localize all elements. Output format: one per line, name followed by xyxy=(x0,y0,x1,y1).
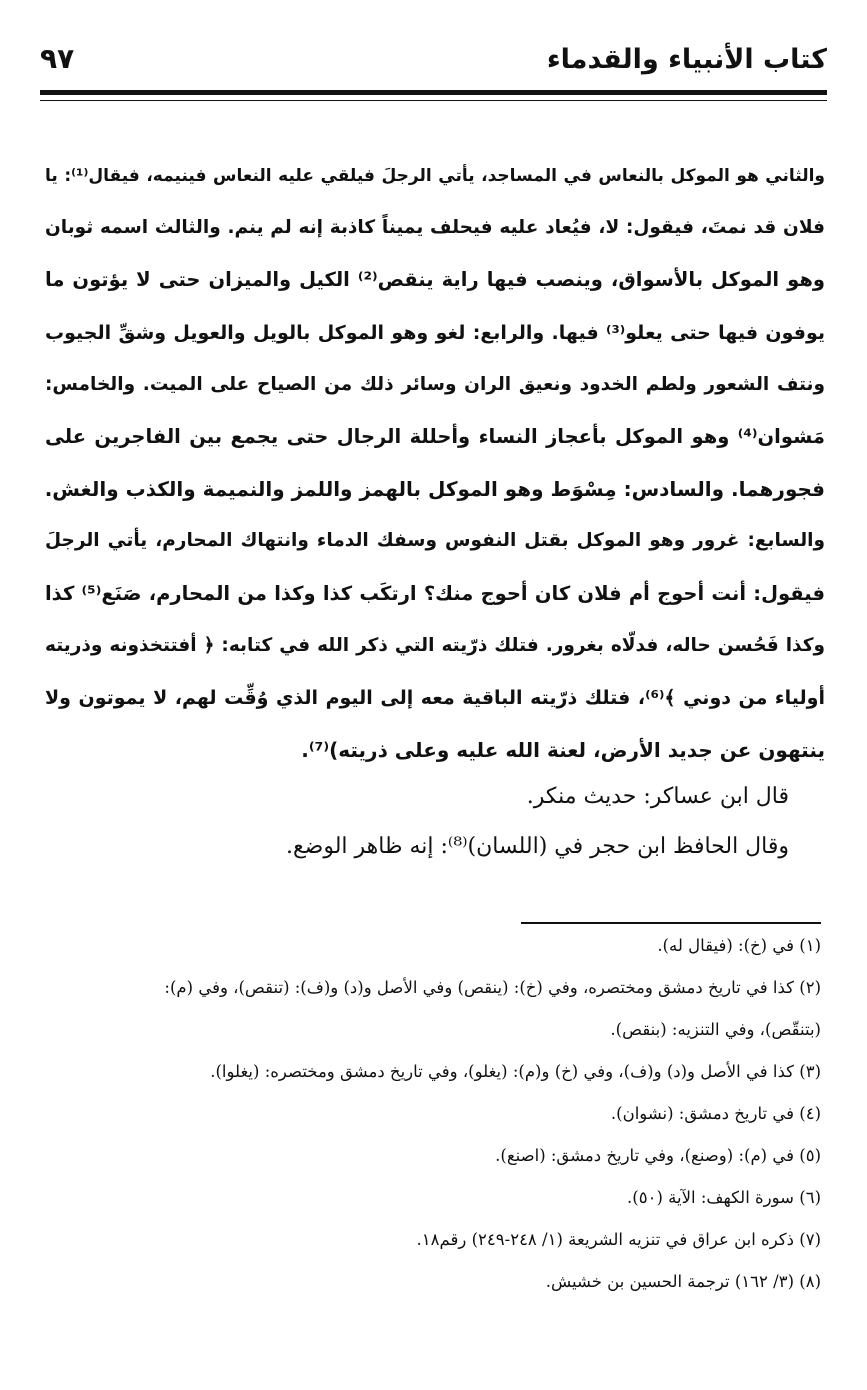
footnote: (٧) ذكره ابن عراق في تنزيه الشريعة (١/ ٢٤٨-٢٤٩) رقم١٨. xyxy=(416,1230,821,1249)
footnotes xyxy=(40,925,821,1303)
text-line: فجورهما. والسادس: مِسْوَط وهو الموكل بالهمز واللمز والنميمة والكذب والغش. xyxy=(45,477,825,502)
footnote: (٢) كذا في تاريخ دمشق ومختصره، وفي (خ): (ينقص) وفي الأصل و(د) و(ف): (تنقص)، وفي (م): xyxy=(164,978,821,997)
text-line: فلان قد نمتَ، فيقول: لا، فيُعاد عليه فيحلف يميناً كاذبة إنه لم ينم. والثالث اسمه ثوبان xyxy=(45,217,825,239)
footnote: (٣) كذا في الأصل و(د) و(ف)، وفي (خ) و(م): (يغلو)، وفي تاريخ دمشق ومختصره: (يغلوا). xyxy=(210,1062,821,1081)
text-line: والسابع: غرور وهو الموكل بقتل النفوس وسفك الدماء وانتهاك المحارم، يأتي الرجلَ xyxy=(45,530,825,552)
footnote: (١) في (خ): (فيقال له). xyxy=(657,936,821,955)
text-line: يوفون فيها حتى يعلو⁽³⁾ فيها. والرابع: لغو وهو الموكل بالويل والعويل وشقِّ الجيوب xyxy=(45,321,825,344)
header-rule-thick xyxy=(40,90,827,95)
footnote-continuation: (بتنقّص)، وفي التنزيه: (بنقص). xyxy=(610,1020,821,1039)
page-number: ٩٧ xyxy=(40,42,75,75)
footnote: (٤) في تاريخ دمشق: (نشوان). xyxy=(610,1104,821,1123)
text-line: وكذا فَحُسن حاله، فدلّاه بغرور. فتلك ذرّيته التي ذكر الله في كتابه: ﴿ أفتتخذونه وذريته xyxy=(45,634,825,656)
comment-ibn-asakir: قال ابن عساكر: حديث منكر. xyxy=(526,784,789,809)
text-line: مَشوان⁽⁴⁾ وهو الموكل بأعجاز النساء وأحللة الرجال حتى يجمع بين الفاجرين على xyxy=(45,424,825,448)
footnote-separator xyxy=(521,922,821,924)
text-line: والثاني هو الموكل بالنعاس في المساجد، يأتي الرجلَ فيلقي عليه النعاس فينيمه، فيقال⁽¹⁾: يا xyxy=(45,166,825,186)
scholar-comments xyxy=(45,772,789,872)
main-text xyxy=(45,150,825,776)
comment-ibn-hajar: وقال الحافظ ابن حجر في (اللسان)⁽⁸⁾: إنه ظاهر الوضع. xyxy=(285,834,789,859)
footnote: (٦) سورة الكهف: الآية (٥٠). xyxy=(627,1188,821,1207)
header-rule-thin xyxy=(40,100,827,101)
footnote: (٨) (٣/ ١٦٢) ترجمة الحسين بن خشيش. xyxy=(545,1272,821,1291)
text-line: فيقول: أنت أحوج أم فلان كان أحوج منك؟ ارتكَب كذا وكذا من المحارم، صَنَع⁽⁵⁾ كذا xyxy=(45,581,825,605)
running-title: كتاب الأنبياء والقدماء xyxy=(546,44,827,75)
text-line: ونتف الشعور ولطم الخدود ونعيق الران وسائر ذلك من الصياح على الميت. والخامس: xyxy=(45,373,825,395)
page-header xyxy=(40,38,827,86)
text-line: وهو الموكل بالأسواق، وينصب فيها راية ينقص⁽²⁾ الكيل والميزان حتى لا يؤتون ما xyxy=(45,268,825,292)
text-line: ينتهون عن جديد الأرض، لعنة الله عليه وعلى ذريته)⁽⁷⁾. xyxy=(301,738,825,763)
footnote: (٥) في (م): (وصنع)، وفي تاريخ دمشق: (اصنع). xyxy=(495,1146,821,1165)
text-line: أولياء من دوني ﴾⁽⁶⁾، فتلك ذرّيته الباقية معه إلى اليوم الذي وُقِّت لهم، لا يموتون ولا xyxy=(45,686,825,709)
